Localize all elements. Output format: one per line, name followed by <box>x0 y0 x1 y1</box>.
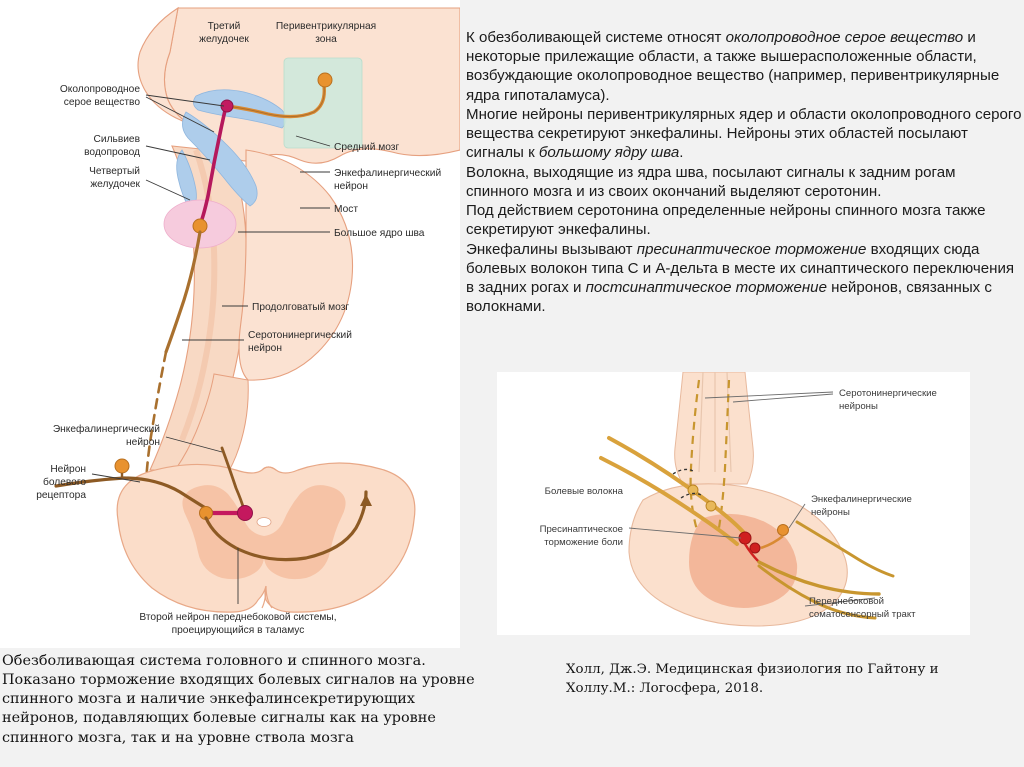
label-inset-enkephalinergic-line1: Энкефалинергические <box>811 494 912 505</box>
label-inset-serotonergic-line1: Серотонинергические <box>839 388 937 399</box>
body-run: и некоторые прилежащие области, а также вышерасположенные области, возбуждающие околопроводное вещество (например, перивентрикулярные ядра гипоталамуса). <box>466 29 1000 104</box>
pain-receptor-soma <box>115 459 129 473</box>
body-run: К обезболивающей системе относят <box>466 29 726 46</box>
label-enkephalin-neuron-line1: Энкефалинергический <box>334 168 442 179</box>
label-raphe-magnus: Большое ядро шва <box>334 228 425 239</box>
label-inset-anterolateral-line2: соматосенсорный тракт <box>809 609 916 620</box>
right-text-column <box>466 6 1022 317</box>
label-pain-receptor-line2: болевого <box>42 477 86 488</box>
label-enkephalin-neuron-line2: нейрон <box>334 181 368 192</box>
label-second-neuron-line2: проецирующийся в таламус <box>171 625 305 636</box>
label-periventricular-zone-line2: зона <box>315 34 337 45</box>
body-run: Под действием серотонина определенные нейроны спинного мозга также секретируют энкефалины. <box>466 202 986 239</box>
source-citation <box>566 660 966 698</box>
label-pain-receptor-line3: рецептора <box>36 490 86 501</box>
label-fourth-ventricle-line2: желудочек <box>90 179 140 190</box>
label-inset-anterolateral-line1: Переднебоковой <box>809 596 884 607</box>
enkephalinergic-soma-inset <box>778 525 789 536</box>
cord-stalk <box>675 372 754 484</box>
label-pag-line2: серое вещество <box>63 97 140 108</box>
label-inset-serotonergic-line2: нейроны <box>839 401 878 412</box>
figure-caption: Обезболивающая система головного и спинного мозга. Показано торможение входящих болевых сигналов на уровне спинного мозга и наличие энкефалинсекретирующих нейронов, подавляющих болевые сигналы как на уровне спинного мозга, так и на уровне ствола мозга <box>2 653 475 746</box>
enkephalinergic-soma <box>318 73 332 87</box>
label-third-ventricle-line2: желудочек <box>199 34 249 45</box>
body-paragraph-2 <box>466 105 1022 163</box>
label-cord-enkephalin-line2: нейрон <box>126 437 160 448</box>
label-pain-receptor-line1: Нейрон <box>50 464 86 475</box>
dorsal-horn-inset-svg <box>497 372 970 635</box>
synapse-node-2 <box>750 543 760 553</box>
label-serotonergic-neuron-line2: нейрон <box>248 343 282 354</box>
emphasized-term: околопроводное серое вещество <box>725 29 964 46</box>
spinal-cord-cross-section <box>36 423 415 636</box>
pain-fiber-bouton-2 <box>706 501 716 511</box>
body-run: Многие нейроны перивентрикулярных ядер и области околопроводного серого вещества секретируют энкефалины. Нейроны этих областей посылают сигналы к <box>466 105 1022 162</box>
label-sylvian-line1: Сильвиев <box>93 134 140 145</box>
body-paragraph-4 <box>466 201 1022 239</box>
label-third-ventricle-line1: Третий <box>207 21 241 32</box>
citation-line-2: Холлу.М.: Логосфера, 2018. <box>566 681 764 697</box>
emphasized-term: постсинаптическое торможение <box>585 279 827 297</box>
body-run: Волокна, выходящие из ядра шва, посылают сигналы к задним рогам спинного мозга и из своих окончаний выделяют серотонин. <box>466 163 956 200</box>
label-cord-enkephalin-line1: Энкефалинергический <box>52 424 160 435</box>
label-serotonergic-neuron-line1: Серотонинергический <box>248 330 352 341</box>
body-run: . <box>679 144 684 162</box>
enkephalin-interneuron-soma <box>238 506 253 521</box>
body-run: входящих сюда болевых волокон типа С и А-дельта в месте их синаптического переключения в задних рогах и <box>466 240 1015 297</box>
label-midbrain: Средний мозг <box>334 142 400 153</box>
brainstem-diagram-panel <box>0 0 460 648</box>
label-medulla: Продолговатый мозг <box>252 302 350 313</box>
body-text-block <box>466 28 1022 317</box>
label-second-neuron-line1: Второй нейрон переднебоковой системы, <box>139 612 337 623</box>
label-sylvian-line2: водопровод <box>84 147 140 158</box>
label-fourth-ventricle-line1: Четвертый <box>89 166 140 177</box>
emphasized-term: большому ядру шва <box>538 144 680 162</box>
brainstem-diagram-svg <box>0 0 460 648</box>
body-run: Энкефалины вызывают <box>466 240 637 258</box>
label-inset-enkephalinergic-line2: нейроны <box>811 507 850 518</box>
label-inset-presynaptic-line2: торможение боли <box>544 537 623 548</box>
body-paragraph-3 <box>466 163 1022 201</box>
label-inset-presynaptic-line1: Пресинаптическое <box>539 524 623 535</box>
central-canal <box>257 518 271 527</box>
label-pons: Мост <box>334 204 359 215</box>
citation-line-1: Холл, Дж.Э. Медицинская физиология по Гайтону и <box>566 662 939 677</box>
brainstem-anatomy <box>138 8 460 508</box>
label-inset-pain-fibers: Болевые волокна <box>544 486 623 497</box>
body-run: нейронов, связанных с волокнами. <box>466 279 992 316</box>
body-paragraph-5 <box>466 240 1022 317</box>
emphasized-term: пресинаптическое торможение <box>636 240 867 258</box>
label-periventricular-zone-line1: Перивентрикулярная <box>275 21 377 32</box>
label-pag-line1: Околопроводное <box>59 84 140 95</box>
dorsal-horn-inset-panel <box>497 372 970 635</box>
body-paragraph-1 <box>466 28 1022 105</box>
